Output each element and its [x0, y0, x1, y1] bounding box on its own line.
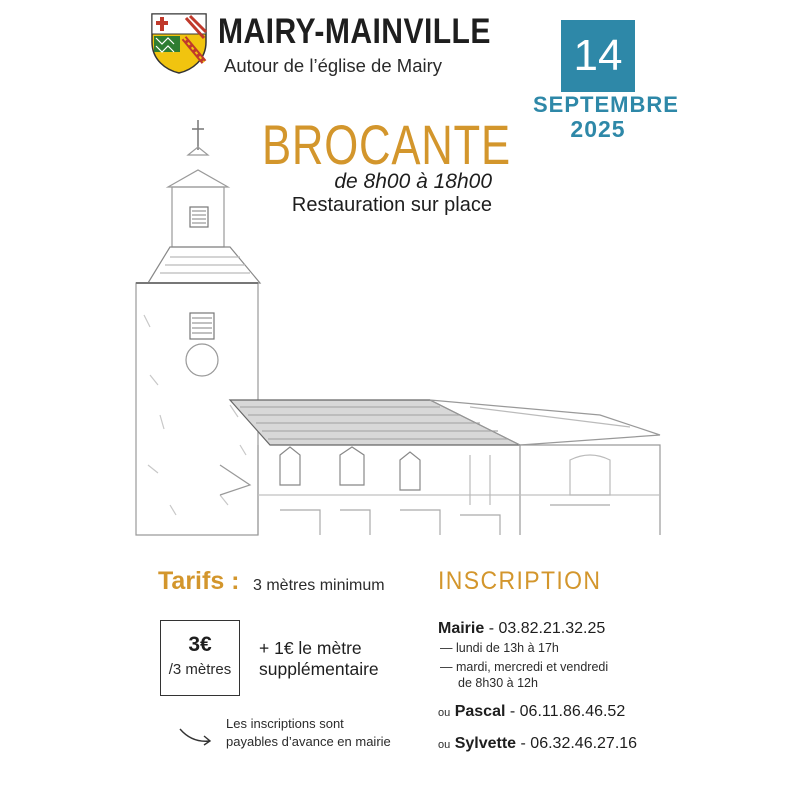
- contact-pascal-name: Pascal: [454, 703, 506, 720]
- date-day-box: [561, 20, 635, 92]
- mairie-hours-1: [440, 641, 559, 655]
- contact-mairie-name: Mairie: [438, 620, 485, 637]
- mairie-hours-1-text: lundi de 13h à 17h: [455, 641, 559, 655]
- price-box: [160, 620, 240, 696]
- date-day: 14: [573, 31, 623, 80]
- event-title: BROCANTE: [262, 113, 511, 176]
- dash-bullet: —: [440, 660, 453, 674]
- mairie-hours-2-text: mardi, mercredi et vendredi: [455, 660, 609, 674]
- or-label: ou: [438, 739, 451, 751]
- or-label: ou: [438, 707, 451, 719]
- contact-mairie: [438, 620, 605, 638]
- curved-arrow-icon: [178, 725, 214, 749]
- payment-note-line2: payables d’avance en mairie: [226, 734, 391, 749]
- contact-mairie-phone: - 03.82.21.32.25: [488, 620, 606, 637]
- tarifs-heading: Tarifs :: [158, 567, 240, 595]
- payment-note-line1: Les inscriptions sont: [226, 716, 344, 731]
- coat-of-arms-icon: [150, 12, 208, 74]
- tarifs-minimum: 3 mètres minimum: [253, 577, 385, 594]
- contact-pascal-phone: - 06.11.86.46.52: [509, 703, 626, 720]
- inscription-heading: INSCRIPTION: [438, 567, 602, 595]
- contact-sylvette-phone: - 06.32.46.27.16: [520, 735, 638, 752]
- mairie-hours-2b: de 8h30 à 12h: [458, 676, 538, 690]
- contact-pascal: [438, 703, 625, 721]
- extra-price-line2: supplémentaire: [259, 659, 379, 679]
- price-unit: /3 mètres: [168, 661, 232, 678]
- contact-sylvette: [438, 735, 637, 753]
- extra-price-line1: + 1€ le mètre: [259, 638, 362, 658]
- date-year: 2025: [570, 116, 626, 142]
- contact-sylvette-name: Sylvette: [454, 735, 517, 752]
- town-name: MAIRY-MAINVILLE: [218, 12, 491, 51]
- event-catering: Restauration sur place: [291, 194, 492, 216]
- mairie-hours-2: [440, 660, 608, 674]
- event-hours: de 8h00 à 18h00: [334, 170, 492, 193]
- town-subtitle: Autour de l’église de Mairy: [224, 55, 442, 76]
- dash-bullet: —: [440, 641, 453, 655]
- date-month: SEPTEMBRE: [533, 92, 679, 117]
- price-value: 3€: [188, 633, 212, 656]
